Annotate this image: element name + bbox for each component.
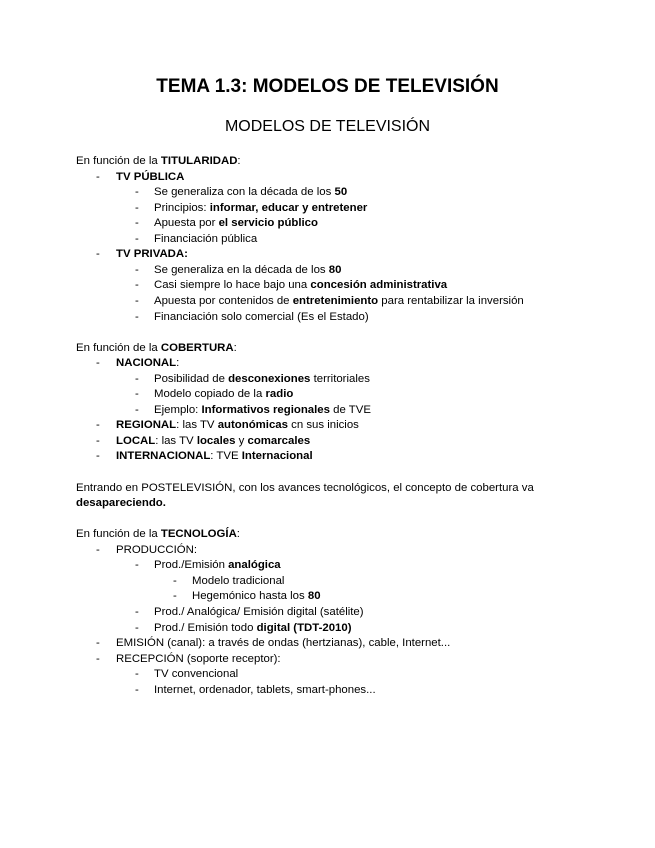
bold-text: Informativos regionales [201, 403, 330, 416]
list-bullet-dash: - [135, 263, 139, 276]
bold-text: locales [196, 434, 236, 447]
text-segment: : [236, 528, 240, 541]
bold-text: el servicio público [218, 217, 318, 230]
text-segment: : las TV [155, 434, 197, 447]
bold-text: entretenimiento [292, 294, 379, 307]
list-item [116, 418, 359, 432]
bold-text: concesión administrativa [310, 279, 448, 292]
text-segment: RECEPCIÓN (soporte receptor): [116, 652, 281, 665]
list-item [154, 278, 447, 292]
bold-text: Internacional [241, 450, 313, 463]
paragraph-line [76, 496, 166, 510]
list-bullet-dash: - [96, 170, 100, 183]
list-bullet-dash: - [96, 543, 100, 556]
text-segment: Financiación solo comercial (Es el Estado) [154, 310, 369, 323]
list-item [154, 403, 371, 417]
text-segment: Internet, ordenador, tablets, smart-phones... [154, 683, 376, 696]
list-bullet-dash: - [135, 605, 139, 618]
page-subtitle: MODELOS DE TELEVISIÓN [224, 118, 431, 135]
list-item [192, 589, 321, 603]
list-item [116, 449, 313, 463]
bold-text: 50 [334, 186, 348, 199]
paragraph-line [76, 154, 241, 168]
list-item [154, 232, 257, 246]
text-segment: Prod./Emisión [154, 559, 229, 572]
text-segment: : [233, 341, 237, 354]
list-bullet-dash: - [135, 310, 139, 323]
bold-text: autonómicas [217, 419, 288, 432]
bold-text: INTERNACIONAL [116, 450, 211, 463]
bold-text: 80 [307, 590, 321, 603]
list-item [154, 605, 364, 619]
bold-text: TECNOLOGÍA [160, 528, 237, 541]
list-bullet-dash: - [135, 232, 139, 245]
text-segment: Apuesta por contenidos de [154, 294, 293, 307]
text-segment: En función de la [76, 341, 161, 354]
text-segment: Modelo copiado de la [154, 388, 266, 401]
bold-text: TV PÚBLICA [116, 170, 185, 183]
list-bullet-dash: - [96, 652, 100, 665]
text-segment: para rentabilizar la inversión [378, 294, 524, 307]
bold-text: informar, educar y entretener [209, 201, 368, 214]
text-segment: Casi siempre lo hace bajo una [154, 279, 311, 292]
list-bullet-dash: - [135, 186, 139, 199]
list-item [116, 247, 188, 261]
text-segment: cn sus inicios [287, 419, 359, 432]
text-segment: de TVE [329, 403, 371, 416]
text-segment: EMISIÓN (canal): a través de ondas (hertzianas), cable, Internet... [116, 637, 451, 650]
text-segment: : [176, 357, 180, 370]
list-bullet-dash: - [135, 294, 139, 307]
bold-text: REGIONAL [116, 419, 177, 432]
text-segment: Apuesta por [154, 217, 219, 230]
list-item [154, 387, 293, 401]
list-item [154, 185, 347, 199]
list-item [116, 636, 450, 650]
list-bullet-dash: - [135, 201, 139, 214]
list-item [116, 356, 179, 370]
text-segment: En función de la [76, 528, 161, 541]
text-segment: territoriales [310, 372, 370, 385]
list-bullet-dash: - [96, 357, 100, 370]
paragraph-line [76, 481, 534, 495]
text-segment: Se generaliza con la década de los [154, 186, 335, 199]
list-bullet-dash: - [173, 590, 177, 603]
list-bullet-dash: - [135, 403, 139, 416]
list-bullet-dash: - [135, 668, 139, 681]
paragraph-line [76, 527, 240, 541]
text-segment: Hegemónico hasta los [192, 590, 308, 603]
list-item [154, 263, 341, 277]
text-segment: En función de la [76, 155, 161, 167]
list-bullet-dash: - [135, 372, 139, 385]
bold-text: digital (TDT-2010) [256, 621, 352, 634]
list-item [154, 667, 238, 681]
list-bullet-dash: - [135, 217, 139, 230]
list-bullet-dash: - [135, 388, 139, 401]
paragraph-line [76, 341, 237, 355]
bold-text: comarcales [247, 434, 311, 447]
bold-text: 80 [328, 263, 342, 276]
text-segment: Posibilidad de [154, 372, 229, 385]
bold-text: COBERTURA [160, 341, 234, 354]
list-item [116, 652, 281, 666]
list-item [154, 683, 376, 697]
text-segment: TV convencional [154, 668, 239, 681]
list-item [154, 201, 367, 215]
text-segment: Financiación pública [154, 232, 258, 245]
list-bullet-dash: - [173, 574, 177, 587]
list-item [116, 170, 184, 184]
list-bullet-dash: - [135, 559, 139, 572]
page-title: TEMA 1.3: MODELOS DE TELEVISIÓN [156, 76, 499, 97]
bold-text: desapareciendo. [76, 497, 166, 510]
list-item [116, 434, 310, 448]
text-segment: : las TV [176, 419, 218, 432]
list-bullet-dash: - [96, 419, 100, 432]
text-segment: PRODUCCIÓN: [116, 543, 198, 556]
text-segment: Principios: [154, 201, 210, 214]
list-item [192, 574, 284, 588]
text-segment: : [237, 155, 241, 167]
list-item [116, 543, 197, 557]
text-segment: Ejemplo: [154, 403, 202, 416]
bold-text: TITULARIDAD [160, 155, 238, 167]
list-bullet-dash: - [135, 279, 139, 292]
list-item [154, 294, 524, 308]
text-segment: Prod./ Analógica/ Emisión digital (satélite) [154, 605, 364, 618]
list-bullet-dash: - [96, 434, 100, 447]
text-segment: : TVE [210, 450, 242, 463]
text-segment: Prod./ Emisión todo [154, 621, 257, 634]
bold-text: NACIONAL [116, 357, 177, 370]
list-item [154, 558, 281, 572]
list-item [154, 621, 352, 635]
text-segment: Entrando en POSTELEVISIÓN, con los avances tecnológicos, el concepto de cobertura va [76, 481, 534, 494]
list-item [154, 310, 369, 324]
list-bullet-dash: - [135, 621, 139, 634]
list-bullet-dash: - [96, 450, 100, 463]
list-item [154, 216, 318, 230]
bold-text: TV PRIVADA: [116, 248, 188, 261]
bold-text: LOCAL [116, 434, 156, 447]
bold-text: analógica [228, 559, 281, 572]
list-item [154, 372, 370, 386]
list-bullet-dash: - [96, 248, 100, 261]
list-bullet-dash: - [96, 637, 100, 650]
text-segment: Modelo tradicional [192, 574, 285, 587]
list-bullet-dash: - [135, 683, 139, 696]
bold-text: radio [265, 388, 294, 401]
text-segment: Se generaliza en la década de los [154, 263, 329, 276]
bold-text: desconexiones [228, 372, 311, 385]
text-segment: y [235, 434, 248, 447]
